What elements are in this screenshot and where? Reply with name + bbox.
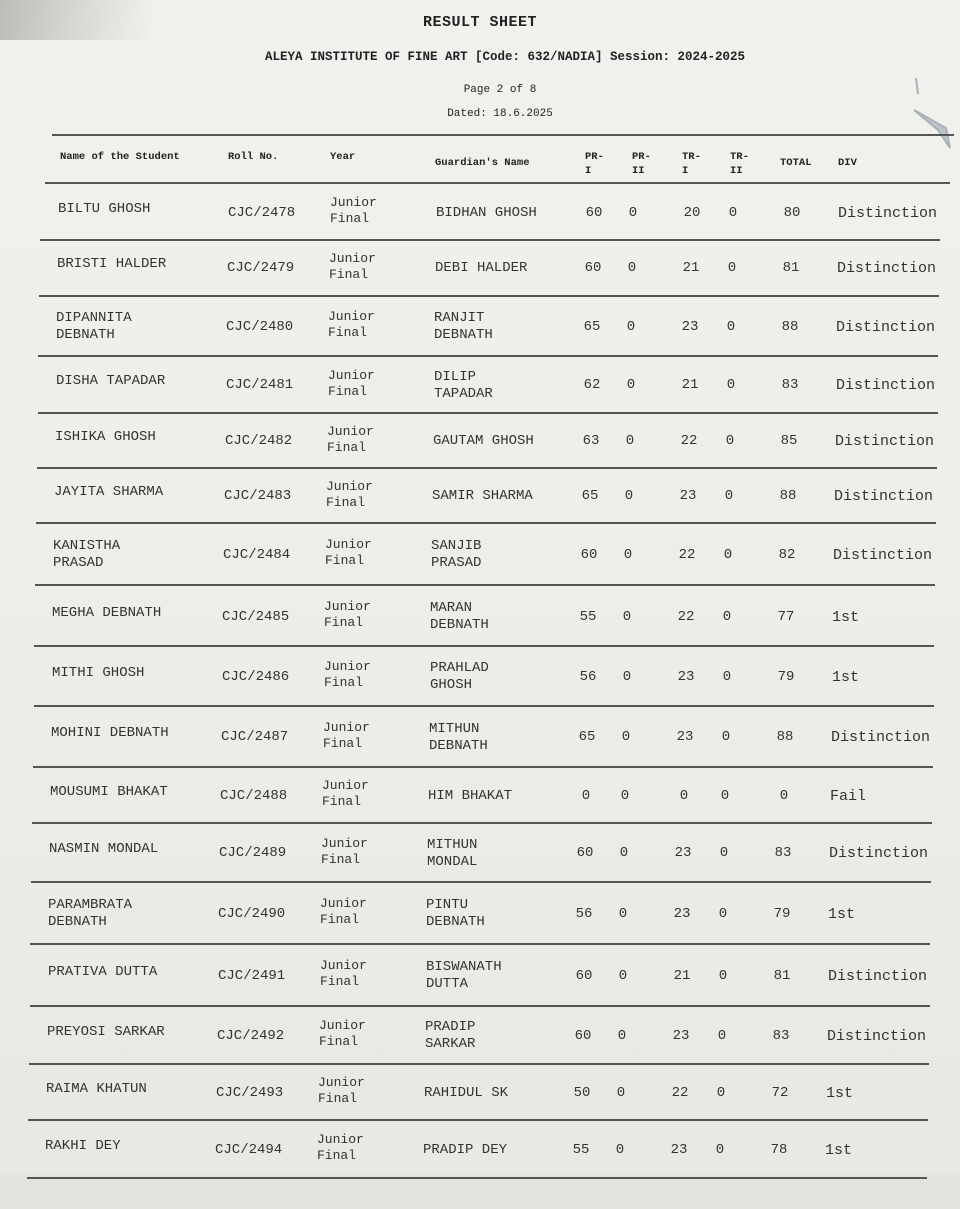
- cell-name: MOHINI DEBNATH: [51, 725, 169, 741]
- cell-roll: CJC/2492: [217, 1028, 285, 1044]
- table-row: [0, 298, 960, 356]
- cell-pr1: 60: [585, 205, 603, 221]
- cell-tr1: 22: [678, 547, 696, 563]
- cell-pr2: 0: [621, 729, 631, 745]
- cell-name: BILTU GHOSH: [58, 201, 151, 217]
- cell-roll: CJC/2479: [227, 260, 295, 276]
- cell-roll: CJC/2486: [222, 669, 290, 685]
- cell-pr1: 0: [581, 788, 591, 804]
- cell-tr1: 23: [676, 729, 694, 745]
- cell-tr2: 0: [720, 788, 730, 804]
- cell-pr1: 60: [576, 845, 594, 861]
- col-header-total: TOTAL: [780, 157, 812, 169]
- cell-year: Junior Final: [330, 195, 377, 226]
- row-divider: [30, 943, 930, 945]
- table-row: [0, 186, 960, 240]
- cell-pr1: 56: [579, 669, 597, 685]
- cell-tr2: 0: [717, 1028, 727, 1044]
- cell-guardian: RANJIT DEBNATH: [434, 310, 493, 343]
- cell-tr1: 22: [677, 609, 695, 625]
- cell-div: Distinction: [837, 260, 937, 277]
- cell-year: Junior Final: [324, 659, 371, 690]
- table-row: [0, 470, 960, 523]
- cell-pr1: 65: [581, 488, 599, 504]
- page-bottom-band: [0, 1175, 960, 1209]
- cell-div: Distinction: [835, 433, 935, 450]
- cell-guardian: PRADIP SARKAR: [425, 1019, 476, 1052]
- cell-total: 83: [772, 1028, 790, 1044]
- cell-guardian: BISWANATH DUTTA: [426, 959, 502, 992]
- cell-guardian: MARAN DEBNATH: [430, 600, 489, 633]
- cell-total: 83: [781, 377, 799, 393]
- cell-year: Junior Final: [329, 251, 376, 282]
- cell-roll: CJC/2481: [226, 377, 294, 393]
- cell-tr1: 23: [673, 906, 691, 922]
- cell-pr2: 0: [618, 906, 628, 922]
- cell-roll: CJC/2487: [221, 729, 289, 745]
- cell-roll: CJC/2485: [222, 609, 290, 625]
- cell-guardian: GAUTAM GHOSH: [433, 433, 534, 449]
- cell-div: Distinction: [829, 845, 929, 862]
- cell-div: 1st: [828, 906, 856, 923]
- cell-guardian: RAHIDUL SK: [424, 1085, 509, 1101]
- cell-year: Junior Final: [326, 479, 373, 510]
- cell-name: ISHIKA GHOSH: [55, 429, 156, 445]
- cell-tr1: 22: [680, 433, 698, 449]
- cell-div: 1st: [832, 609, 860, 626]
- cell-roll: CJC/2478: [228, 205, 296, 221]
- cell-total: 82: [778, 547, 796, 563]
- cell-pr2: 0: [620, 788, 630, 804]
- cell-div: Distinction: [834, 488, 934, 505]
- cell-pr1: 55: [572, 1142, 590, 1158]
- cell-pr1: 63: [582, 433, 600, 449]
- table-row: [0, 825, 960, 882]
- cell-pr2: 0: [625, 433, 635, 449]
- row-divider: [28, 1119, 928, 1121]
- cell-tr2: 0: [723, 547, 733, 563]
- cell-pr1: 60: [584, 260, 602, 276]
- cell-div: Distinction: [831, 729, 931, 746]
- cell-year: Junior Final: [320, 958, 367, 989]
- cell-div: Distinction: [838, 205, 938, 222]
- cell-tr1: 23: [677, 669, 695, 685]
- cell-name: NASMIN MONDAL: [49, 841, 159, 857]
- cell-tr2: 0: [726, 319, 736, 335]
- row-divider: [31, 881, 931, 883]
- table-row: [0, 708, 960, 767]
- cell-total: 81: [782, 260, 800, 276]
- cell-tr2: 0: [728, 205, 738, 221]
- cell-tr2: 0: [722, 669, 732, 685]
- cell-div: 1st: [825, 1142, 853, 1159]
- table-row: [0, 648, 960, 706]
- cell-pr1: 65: [583, 319, 601, 335]
- table-row: [0, 358, 960, 413]
- cell-div: Distinction: [833, 547, 933, 564]
- cell-guardian: DILIP TAPADAR: [434, 369, 493, 402]
- row-divider: [38, 412, 938, 414]
- cell-tr1: 21: [673, 968, 691, 984]
- cell-pr2: 0: [623, 547, 633, 563]
- cell-roll: CJC/2483: [224, 488, 292, 504]
- cell-guardian: PINTU DEBNATH: [426, 897, 485, 930]
- row-divider: [29, 1063, 929, 1065]
- row-divider: [27, 1177, 927, 1179]
- cell-year: Junior Final: [323, 720, 370, 751]
- table-row: [0, 1008, 960, 1064]
- cell-total: 79: [777, 669, 795, 685]
- table-row: [0, 769, 960, 823]
- cell-name: RAKHI DEY: [45, 1138, 121, 1154]
- table-row: [0, 946, 960, 1006]
- cell-pr2: 0: [615, 1142, 625, 1158]
- cell-pr1: 62: [583, 377, 601, 393]
- date-line: Dated: 18.6.2025: [447, 108, 553, 120]
- cell-year: Junior Final: [328, 368, 375, 399]
- cell-name: DIPANNITA DEBNATH: [56, 310, 132, 343]
- cell-total: 85: [780, 433, 798, 449]
- cell-total: 72: [771, 1085, 789, 1101]
- cell-total: 78: [770, 1142, 788, 1158]
- col-header-div: DIV: [838, 157, 857, 169]
- cell-total: 79: [773, 906, 791, 922]
- cell-tr2: 0: [719, 845, 729, 861]
- cell-div: Distinction: [828, 968, 928, 985]
- cell-guardian: MITHUN MONDAL: [427, 837, 478, 870]
- cell-pr1: 55: [579, 609, 597, 625]
- col-header-tr1: TR- I: [682, 151, 701, 177]
- row-divider: [30, 1005, 930, 1007]
- cell-pr1: 65: [578, 729, 596, 745]
- cell-tr1: 23: [681, 319, 699, 335]
- table-row: [0, 241, 960, 296]
- cell-name: PREYOSI SARKAR: [47, 1024, 165, 1040]
- page-number: Page 2 of 8: [463, 84, 537, 96]
- cell-total: 81: [773, 968, 791, 984]
- row-divider: [35, 584, 935, 586]
- cell-pr2: 0: [617, 1028, 627, 1044]
- cell-tr1: 20: [683, 205, 701, 221]
- cell-guardian: PRADIP DEY: [423, 1142, 508, 1158]
- row-divider: [36, 522, 936, 524]
- cell-pr2: 0: [626, 377, 636, 393]
- cell-tr1: 21: [681, 377, 699, 393]
- cell-pr1: 60: [580, 547, 598, 563]
- cell-year: Junior Final: [321, 836, 368, 867]
- cell-pr1: 50: [573, 1085, 591, 1101]
- cell-pr2: 0: [628, 205, 638, 221]
- col-header-name: Name of the Student: [60, 151, 180, 163]
- row-divider: [37, 467, 937, 469]
- cell-tr2: 0: [718, 906, 728, 922]
- cell-name: MEGHA DEBNATH: [52, 605, 162, 621]
- cell-guardian: MITHUN DEBNATH: [429, 721, 488, 754]
- cell-pr2: 0: [618, 968, 628, 984]
- cell-pr2: 0: [619, 845, 629, 861]
- cell-total: 0: [779, 788, 789, 804]
- row-divider: [39, 295, 939, 297]
- cell-tr2: 0: [725, 433, 735, 449]
- cell-year: Junior Final: [318, 1075, 365, 1106]
- col-header-pr1: PR- I: [585, 151, 604, 177]
- col-header-guardian: Guardian's Name: [435, 157, 530, 169]
- cell-year: Junior Final: [325, 537, 372, 568]
- cell-year: Junior Final: [320, 896, 367, 927]
- col-header-year: Year: [330, 151, 356, 163]
- cell-pr2: 0: [622, 609, 632, 625]
- cell-roll: CJC/2488: [220, 788, 288, 804]
- cell-div: Distinction: [836, 377, 936, 394]
- cell-total: 77: [777, 609, 795, 625]
- cell-tr2: 0: [722, 609, 732, 625]
- cell-tr2: 0: [724, 488, 734, 504]
- cell-pr2: 0: [616, 1085, 626, 1101]
- col-header-roll: Roll No.: [228, 151, 279, 163]
- cell-roll: CJC/2489: [219, 845, 287, 861]
- cell-year: Junior Final: [317, 1132, 364, 1163]
- cell-tr2: 0: [715, 1142, 725, 1158]
- cell-pr2: 0: [626, 319, 636, 335]
- cell-tr2: 0: [726, 377, 736, 393]
- cell-guardian: HIM BHAKAT: [428, 788, 513, 804]
- cell-tr2: 0: [718, 968, 728, 984]
- cell-name: BRISTI HALDER: [57, 256, 167, 272]
- cell-name: JAYITA SHARMA: [54, 484, 164, 500]
- cell-guardian: SAMIR SHARMA: [432, 488, 533, 504]
- cell-year: Junior Final: [328, 309, 375, 340]
- row-divider: [34, 645, 934, 647]
- cell-pr1: 56: [575, 906, 593, 922]
- row-divider: [34, 705, 934, 707]
- cell-tr2: 0: [727, 260, 737, 276]
- cell-roll: CJC/2490: [218, 906, 286, 922]
- table-row: [0, 1066, 960, 1120]
- table-row: [0, 415, 960, 468]
- cell-pr2: 0: [622, 669, 632, 685]
- cell-pr2: 0: [624, 488, 634, 504]
- table-row: [0, 884, 960, 944]
- cell-div: 1st: [832, 669, 860, 686]
- cell-guardian: DEBI HALDER: [435, 260, 528, 276]
- cell-year: Junior Final: [319, 1018, 366, 1049]
- cell-tr1: 23: [670, 1142, 688, 1158]
- cell-guardian: BIDHAN GHOSH: [436, 205, 537, 221]
- cell-tr1: 23: [679, 488, 697, 504]
- cell-name: DISHA TAPADAR: [56, 373, 166, 389]
- cell-roll: CJC/2494: [215, 1142, 283, 1158]
- cell-roll: CJC/2484: [223, 547, 291, 563]
- cell-name: PARAMBRATA DEBNATH: [48, 897, 133, 930]
- header-rule-top: [52, 134, 954, 136]
- table-row: [0, 525, 960, 585]
- cell-total: 80: [783, 205, 801, 221]
- col-header-pr2: PR- II: [632, 151, 651, 177]
- cell-total: 88: [779, 488, 797, 504]
- cell-tr2: 0: [721, 729, 731, 745]
- header-rule-bottom: [45, 182, 950, 184]
- cell-div: Distinction: [827, 1028, 927, 1045]
- cell-roll: CJC/2493: [216, 1085, 284, 1101]
- cell-roll: CJC/2491: [218, 968, 286, 984]
- cell-div: Distinction: [836, 319, 936, 336]
- cell-roll: CJC/2482: [225, 433, 293, 449]
- cell-tr1: 23: [674, 845, 692, 861]
- cell-year: Junior Final: [322, 778, 369, 809]
- cell-pr1: 60: [575, 968, 593, 984]
- cell-total: 88: [776, 729, 794, 745]
- cell-guardian: PRAHLAD GHOSH: [430, 660, 489, 693]
- cell-total: 83: [774, 845, 792, 861]
- cell-guardian: SANJIB PRASAD: [431, 538, 482, 571]
- cell-div: 1st: [826, 1085, 854, 1102]
- cell-name: MOUSUMI BHAKAT: [50, 784, 168, 800]
- table-row: [0, 588, 960, 646]
- cell-roll: CJC/2480: [226, 319, 294, 335]
- cell-tr1: 0: [679, 788, 689, 804]
- cell-pr1: 60: [574, 1028, 592, 1044]
- cell-tr1: 21: [682, 260, 700, 276]
- cell-name: RAIMA KHATUN: [46, 1081, 147, 1097]
- cell-year: Junior Final: [324, 599, 371, 630]
- cell-tr1: 22: [671, 1085, 689, 1101]
- cell-tr1: 23: [672, 1028, 690, 1044]
- cell-year: Junior Final: [327, 424, 374, 455]
- cell-name: MITHI GHOSH: [52, 665, 145, 681]
- cell-div: Fail: [830, 788, 867, 805]
- cell-pr2: 0: [627, 260, 637, 276]
- cell-total: 88: [781, 319, 799, 335]
- row-divider: [32, 822, 932, 824]
- col-header-tr2: TR- II: [730, 151, 749, 177]
- row-divider: [33, 766, 933, 768]
- institute-line: ALEYA INSTITUTE OF FINE ART [Code: 632/NADIA] Session: 2024-2025: [264, 50, 746, 64]
- cell-name: KANISTHA PRASAD: [53, 538, 121, 571]
- page-title: RESULT SHEET: [422, 14, 538, 31]
- cell-tr2: 0: [716, 1085, 726, 1101]
- table-row: [0, 1122, 960, 1178]
- cell-name: PRATIVA DUTTA: [48, 964, 158, 980]
- row-divider: [38, 355, 938, 357]
